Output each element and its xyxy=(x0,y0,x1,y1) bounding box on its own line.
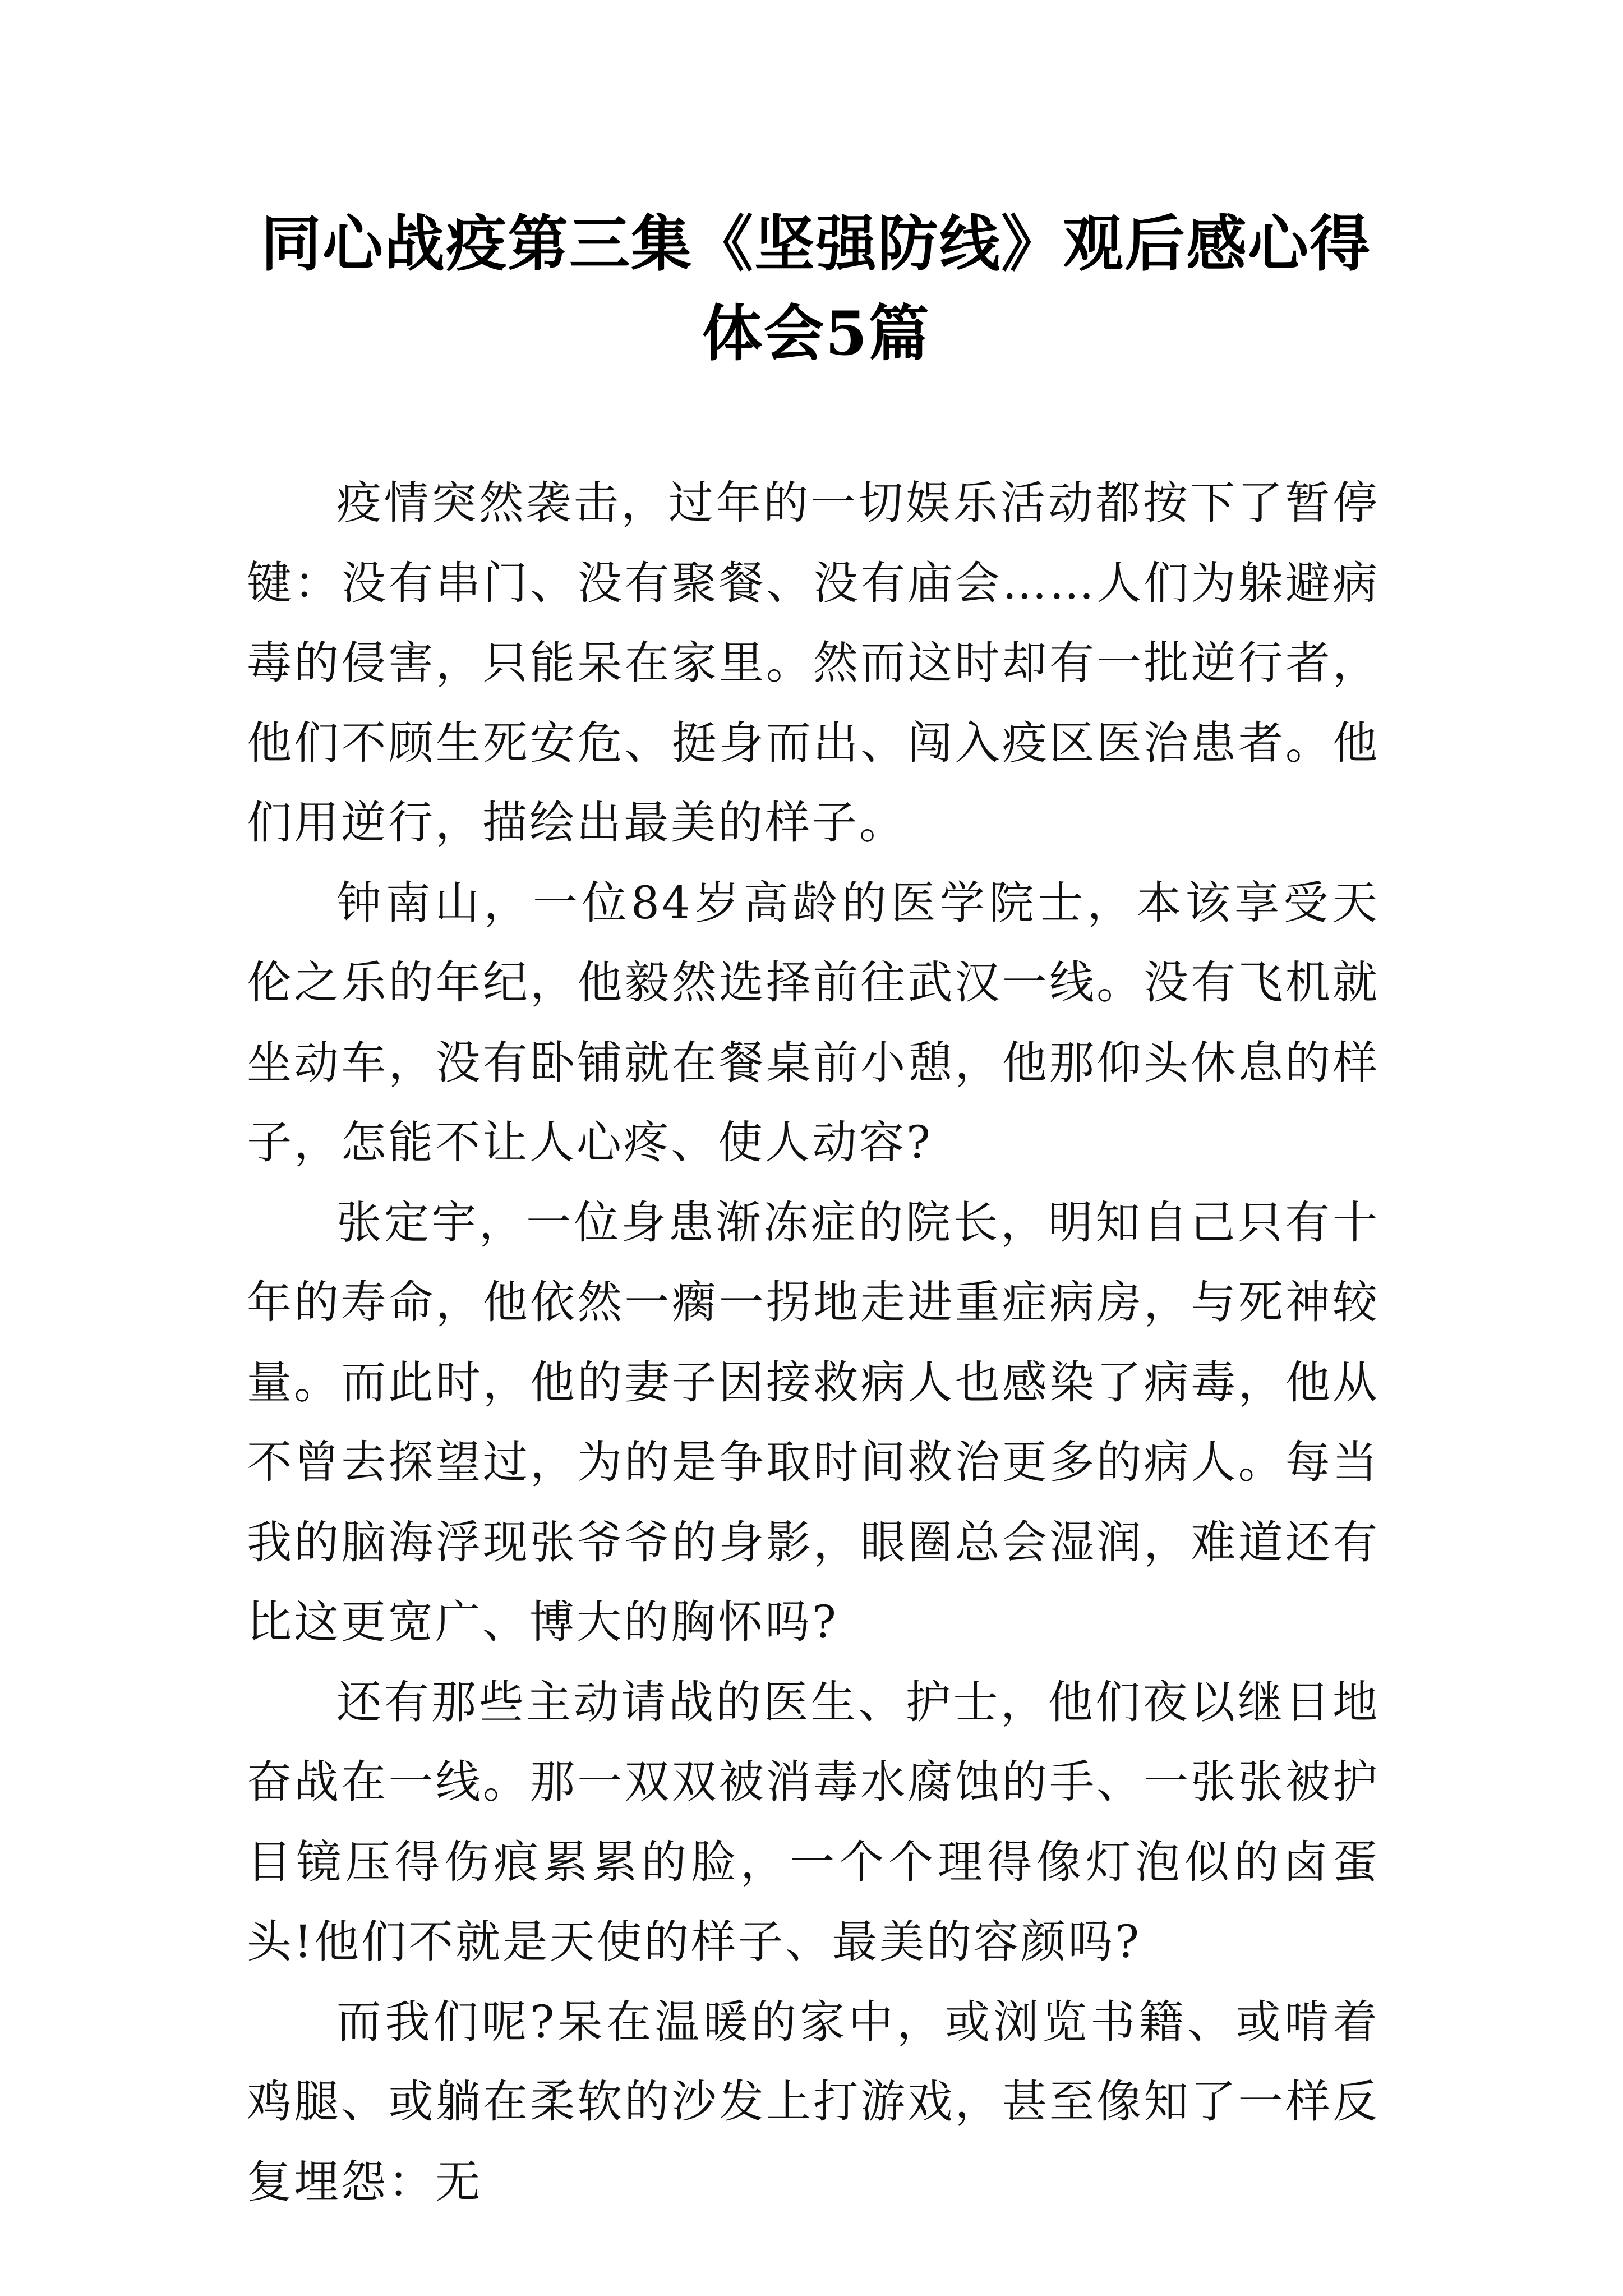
paragraph-2: 钟南山，一位84岁高龄的医学院士，本该享受天伦之乐的年纪，他毅然选择前往武汉一线。没有飞机就坐动车，没有卧铺就在餐桌前小憩，他那仰头休息的样子，怎能不让人心疼、使人动容? xyxy=(247,876,1380,1168)
document-body xyxy=(247,463,1380,2222)
paragraph-5: 而我们呢?呆在温暖的家中，或浏览书籍、或啃着鸡腿、或躺在柔软的沙发上打游戏，甚至像知了一样反复埋怨：无 xyxy=(247,1995,1380,2208)
paragraph-1: 疫情突然袭击，过年的一切娱乐活动都按下了暂停键：没有串门、没有聚餐、没有庙会……人们为躲避病毒的侵害，只能呆在家里。然而这时却有一批逆行者，他们不顾生死安危、挺身而出、闯入疫区医治患者。他们用逆行，描绘出最美的样子。 xyxy=(247,477,1380,849)
paragraph-4: 还有那些主动请战的医生、护士，他们夜以继日地奋战在一线。那一双双被消毒水腐蚀的手、一张张被护目镜压得伤痕累累的脸，一个个理得像灯泡似的卤蛋头!他们不就是天使的样子、最美的容颜吗? xyxy=(247,1676,1380,1968)
document-title: 同心战疫第三集《坚强防线》观后感心得体会5篇 xyxy=(260,209,1371,369)
paragraph-3: 张定宇，一位身患渐冻症的院长，明知自己只有十年的寿命，他依然一瘸一拐地走进重症病房，与死神较量。而此时，他的妻子因接救病人也感染了病毒，他从不曾去探望过，为的是争取时间救治更多的病人。每当我的脑海浮现张爷爷的身影，眼圈总会湿润，难道还有比这更宽广、博大的胸怀吗? xyxy=(247,1196,1380,1648)
